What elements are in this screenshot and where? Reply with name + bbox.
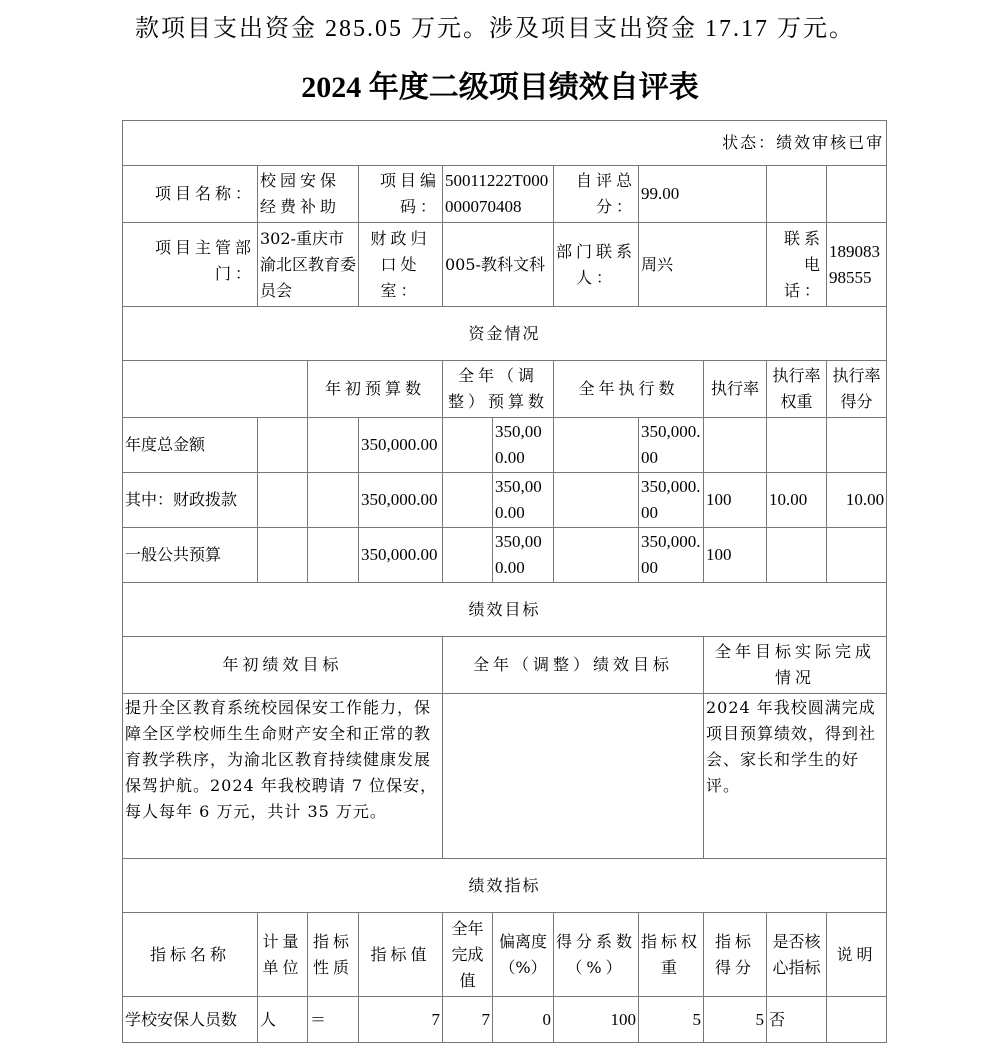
initial-goal-text: 提升全区教育系统校园保安工作能力，保障全区学校师生生命财产安全和正常的教育教学秩序，为渝北区教育持续健康发展保驾护航。2024 年我校聘请 7 位保安，每人每年 6 万元，共计 35 万元。 xyxy=(123,694,443,859)
empty-cell xyxy=(443,418,493,473)
ind-weight: 5 xyxy=(639,997,704,1043)
indicators-header-row xyxy=(123,913,887,997)
ind-coefficient: 100 xyxy=(554,997,639,1043)
funds-row xyxy=(123,473,887,528)
goals-section-title: 绩效目标 xyxy=(123,583,887,637)
funds-header-weight: 执行率权重 xyxy=(767,361,827,418)
ind-header-weight: 指标权重 xyxy=(639,913,704,997)
ind-header-nature: 指标性质 xyxy=(308,913,359,997)
funds-row xyxy=(123,418,887,473)
goals-section-row xyxy=(123,583,887,637)
funds-score: 10.00 xyxy=(827,473,887,528)
empty-cell xyxy=(258,528,308,583)
performance-table xyxy=(122,120,887,1043)
ind-header-name: 指标名称 xyxy=(123,913,258,997)
funds-header-rate: 执行率 xyxy=(704,361,767,418)
phone-number: 18908398555 xyxy=(827,223,887,307)
empty-cell xyxy=(554,473,639,528)
empty-cell xyxy=(308,473,359,528)
indicators-section-title: 绩效指标 xyxy=(123,859,887,913)
dept-label: 项目主管部门： xyxy=(123,223,258,307)
empty-cell xyxy=(258,418,308,473)
actual-completion-text: 2024 年我校圆满完成项目预算绩效，得到社会、家长和学生的好评。 xyxy=(704,694,887,859)
phone-label: 联系电话： xyxy=(767,223,827,307)
finance-office: 005-教科文科 xyxy=(443,223,554,307)
empty-cell xyxy=(308,528,359,583)
ind-header-deviation: 偏离度（%） xyxy=(493,913,554,997)
funds-row xyxy=(123,528,887,583)
funds-score xyxy=(827,528,887,583)
project-name-label: 项目名称： xyxy=(123,166,258,223)
status-text: 状态：绩效审核已审 xyxy=(123,121,887,166)
funds-section-row xyxy=(123,307,887,361)
project-name: 校园安保经费补助 xyxy=(258,166,359,223)
goals-header-actual: 全年目标实际完成情况 xyxy=(704,637,887,694)
funds-rate: 100 xyxy=(704,473,767,528)
empty-cell xyxy=(123,361,308,418)
funds-adjusted: 350,000.00 xyxy=(493,418,554,473)
ind-unit: 人 xyxy=(258,997,308,1043)
intro-paragraph: 款项目支出资金 285.05 万元。涉及项目支出资金 17.17 万元。 xyxy=(135,16,855,42)
empty-cell xyxy=(443,473,493,528)
funds-executed: 350,000.00 xyxy=(639,528,704,583)
goals-header-initial: 年初绩效目标 xyxy=(123,637,443,694)
funds-initial: 350,000.00 xyxy=(359,473,443,528)
ind-core: 否 xyxy=(767,997,827,1043)
funds-header-initial: 年初预算数 xyxy=(308,361,443,418)
ind-header-core: 是否核心指标 xyxy=(767,913,827,997)
info-row-2 xyxy=(123,223,887,307)
funds-rate: 100 xyxy=(704,528,767,583)
funds-row-label: 一般公共预算 xyxy=(123,528,258,583)
empty-cell xyxy=(443,528,493,583)
dept-value: 302-重庆市渝北区教育委员会 xyxy=(258,223,359,307)
ind-header-coefficient: 得分系数（%） xyxy=(554,913,639,997)
empty-cell xyxy=(308,418,359,473)
info-row-1 xyxy=(123,166,887,223)
self-score-label: 自评总分： xyxy=(554,166,639,223)
ind-name: 学校安保人员数 xyxy=(123,997,258,1043)
ind-header-score: 指标得分 xyxy=(704,913,767,997)
empty-cell xyxy=(554,418,639,473)
ind-score: 5 xyxy=(704,997,767,1043)
finance-office-label: 财政归口处室： xyxy=(359,223,443,307)
project-code: 50011222T000000070408 xyxy=(443,166,554,223)
empty-cell xyxy=(258,473,308,528)
ind-target: 7 xyxy=(359,997,443,1043)
indicator-row xyxy=(123,997,887,1043)
goals-content-row xyxy=(123,694,887,859)
ind-note xyxy=(827,997,887,1043)
empty-cell xyxy=(767,166,827,223)
funds-adjusted: 350,000.00 xyxy=(493,528,554,583)
funds-row-label: 其中：财政拨款 xyxy=(123,473,258,528)
project-code-label: 项目编码： xyxy=(359,166,443,223)
document-title: 2024 年度二级项目绩效自评表 xyxy=(301,71,699,104)
funds-executed: 350,000.00 xyxy=(639,418,704,473)
funds-section-title: 资金情况 xyxy=(123,307,887,361)
funds-weight xyxy=(767,418,827,473)
indicators-section-row xyxy=(123,859,887,913)
funds-header-adjusted: 全年（调整）预算数 xyxy=(443,361,554,418)
empty-cell xyxy=(827,166,887,223)
funds-header-row xyxy=(123,361,887,418)
funds-executed: 350,000.00 xyxy=(639,473,704,528)
funds-weight xyxy=(767,528,827,583)
ind-header-unit: 计量单位 xyxy=(258,913,308,997)
contact-label: 部门联系人： xyxy=(554,223,639,307)
ind-header-actual: 全年完成值 xyxy=(443,913,493,997)
status-row xyxy=(123,121,887,166)
ind-deviation: 0 xyxy=(493,997,554,1043)
funds-header-executed: 全年执行数 xyxy=(554,361,704,418)
empty-cell xyxy=(554,528,639,583)
funds-initial: 350,000.00 xyxy=(359,528,443,583)
funds-adjusted: 350,000.00 xyxy=(493,473,554,528)
goals-header-adjusted: 全年（调整）绩效目标 xyxy=(443,637,704,694)
ind-header-target: 指标值 xyxy=(359,913,443,997)
contact-person: 周兴 xyxy=(639,223,767,307)
goals-header-row xyxy=(123,637,887,694)
funds-rate xyxy=(704,418,767,473)
ind-nature: ＝ xyxy=(308,997,359,1043)
funds-initial: 350,000.00 xyxy=(359,418,443,473)
funds-weight: 10.00 xyxy=(767,473,827,528)
funds-header-score: 执行率得分 xyxy=(827,361,887,418)
adjusted-goal-text xyxy=(443,694,704,859)
funds-score xyxy=(827,418,887,473)
funds-row-label: 年度总金额 xyxy=(123,418,258,473)
ind-header-note: 说明 xyxy=(827,913,887,997)
ind-actual: 7 xyxy=(443,997,493,1043)
self-score: 99.00 xyxy=(639,166,767,223)
